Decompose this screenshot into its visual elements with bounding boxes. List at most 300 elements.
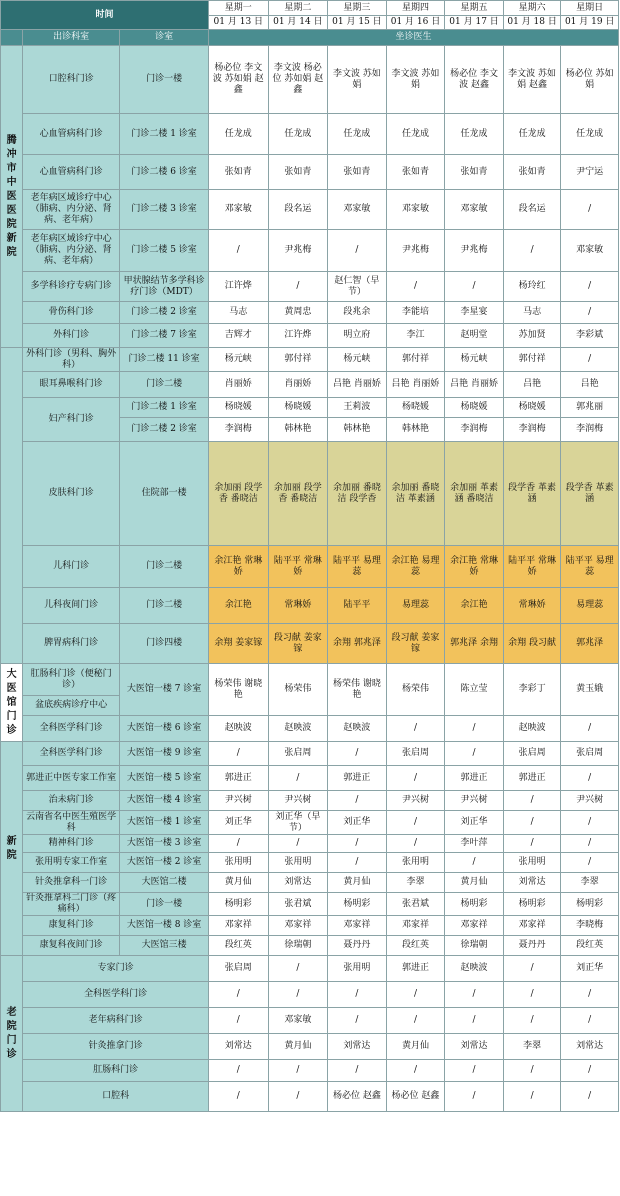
doctor-cell: 陆平平 常琳娇 — [503, 546, 561, 588]
doctor-cell: 任龙成 — [386, 114, 445, 155]
doctor-cell: / — [209, 742, 269, 766]
table-row — [1, 46, 619, 114]
doctor-cell: 余江艳 — [445, 588, 504, 624]
doctor-cell: 余加丽 番晓洁 革素涵 — [386, 442, 445, 546]
doctor-cell: 邓家祥 — [503, 916, 561, 936]
doctor-cell: 邓家敏 — [268, 1008, 328, 1034]
doctor-cell: 张启周 — [503, 742, 561, 766]
doctor-cell: 黄玉娥 — [561, 664, 619, 716]
doctor-cell: 杨晓媛 — [268, 398, 328, 418]
doctor-cell: / — [445, 853, 504, 873]
doctor-cell: 江许烨 — [209, 272, 269, 302]
doctor-cell: 郭付祥 — [503, 348, 561, 372]
doctor-cell: 邓家敏 — [209, 190, 269, 230]
doctor-cell: / — [386, 811, 445, 835]
doctor-cell: 邓家祥 — [386, 916, 445, 936]
doctor-cell: 黄月仙 — [268, 1034, 328, 1060]
room-cell: 大医馆一楼 8 诊室 — [120, 916, 209, 936]
dept-cell: 外科门诊（男科、胸外科） — [23, 348, 120, 372]
room-cell: 门诊一楼 — [120, 893, 209, 916]
room-cell: 大医馆一楼 3 诊室 — [120, 835, 209, 853]
doctor-cell: 徐瑞朝 — [268, 936, 328, 956]
dept-cell: 骨伤科门诊 — [23, 302, 120, 324]
header-blank — [1, 30, 23, 46]
table-row — [1, 791, 619, 811]
dept-cell: 心血管病科门诊 — [23, 155, 120, 190]
doctor-cell: / — [268, 272, 328, 302]
dept-cell: 康复科夜间门诊 — [23, 936, 120, 956]
doctor-cell: 段兆余 — [328, 302, 387, 324]
doctor-cell: 聂丹丹 — [503, 936, 561, 956]
doctor-cell: 余翔 郭兆泽 — [328, 624, 387, 664]
doctor-cell: / — [503, 230, 561, 272]
doctor-cell: 李翠 — [561, 873, 619, 893]
doctor-cell: / — [209, 835, 269, 853]
doctor-cell: 邓家敏 — [328, 190, 387, 230]
doctor-cell: 段红英 — [561, 936, 619, 956]
table-row — [1, 893, 619, 916]
doctor-cell: / — [268, 982, 328, 1008]
doctor-cell: 张用明 — [328, 956, 387, 982]
doctor-cell: 余加丽 段学香 番晓洁 — [268, 442, 328, 546]
dept-cell: 口腔科 — [23, 1082, 209, 1112]
doctor-cell: 邓家祥 — [268, 916, 328, 936]
doctor-cell: 杨荣伟 — [268, 664, 328, 716]
doctor-cell: 吕艳 — [561, 372, 619, 398]
doctor-cell: / — [561, 982, 619, 1008]
room-cell: 门诊二楼 1 诊室 — [120, 398, 209, 418]
dept-cell: 盆底疾病诊疗中心 — [23, 696, 120, 716]
doctor-cell: 刘正华（早节） — [268, 811, 328, 835]
doctor-cell: 赵映波 — [445, 956, 504, 982]
doctor-cell: / — [386, 835, 445, 853]
dept-cell: 心血管病科门诊 — [23, 114, 120, 155]
doctor-cell: 张如青 — [209, 155, 269, 190]
doctor-cell: / — [561, 1008, 619, 1034]
table-row — [1, 853, 619, 873]
doctor-cell: 李江 — [386, 324, 445, 348]
doctor-cell: 邓家敏 — [386, 190, 445, 230]
date-header: 01 月 15 日 — [328, 16, 387, 30]
doctor-cell: 江许烨 — [268, 324, 328, 348]
doctor-cell: 易理蕊 — [386, 588, 445, 624]
doctor-cell: / — [209, 1060, 269, 1082]
dept-cell: 针灸推拿科二门诊（疼痛科） — [23, 893, 120, 916]
doctor-cell: 苏加贤 — [503, 324, 561, 348]
table-row — [1, 742, 619, 766]
doctor-cell: 李润梅 — [209, 418, 269, 442]
table-row — [1, 1060, 619, 1082]
doctor-cell: / — [503, 956, 561, 982]
room-cell: 大医馆一楼 1 诊室 — [120, 811, 209, 835]
dept-cell: 口腔科门诊 — [23, 46, 120, 114]
room-cell: 门诊四楼 — [120, 624, 209, 664]
date-header: 01 月 19 日 — [561, 16, 619, 30]
doctor-cell: 余翔 姜家镓 — [209, 624, 269, 664]
doctor-cell: 杨玲红 — [503, 272, 561, 302]
table-row — [1, 114, 619, 155]
doctor-cell: / — [503, 1082, 561, 1112]
dept-cell: 老年病科门诊 — [23, 1008, 209, 1034]
dept-cell: 多学科诊疗专病门诊 — [23, 272, 120, 302]
doctor-cell: 余江艳 常琳娇 — [445, 546, 504, 588]
doctor-cell: / — [328, 742, 387, 766]
table-row — [1, 324, 619, 348]
doctor-cell: / — [328, 1060, 387, 1082]
room-cell: 门诊一楼 — [120, 46, 209, 114]
doctor-cell: 杨晓媛 — [209, 398, 269, 418]
doctor-cell: 吕艳 肖丽娇 — [386, 372, 445, 398]
doctor-cell: / — [561, 302, 619, 324]
doctor-cell: 张启周 — [386, 742, 445, 766]
doctor-cell: 刘常达 — [328, 1034, 387, 1060]
doctor-cell: 杨必位 李文波 赵鑫 — [445, 46, 504, 114]
doctor-cell: 任龙成 — [328, 114, 387, 155]
doctor-cell: 尹兴树 — [386, 791, 445, 811]
room-cell: 门诊二楼 — [120, 372, 209, 398]
doctor-cell: / — [503, 811, 561, 835]
room-cell: 门诊二楼 2 诊室 — [120, 418, 209, 442]
doctor-cell: 余翔 段习献 — [503, 624, 561, 664]
doctor-cell: 赵映波 — [268, 716, 328, 742]
doctor-cell: 刘常达 — [445, 1034, 504, 1060]
doctor-cell: 邓家祥 — [445, 916, 504, 936]
dept-cell: 康复科门诊 — [23, 916, 120, 936]
doctor-cell: / — [561, 190, 619, 230]
doctor-cell: 任龙成 — [503, 114, 561, 155]
table-row — [1, 811, 619, 835]
dept-cell: 老年病区域诊疗中心（肺病、内分泌、肾病、老年病） — [23, 190, 120, 230]
dept-cell: 云南省名中医生殖医学科 — [23, 811, 120, 835]
doctor-cell: 赵明堂 — [445, 324, 504, 348]
table-row — [1, 348, 619, 372]
group-blank — [1, 348, 23, 664]
doctor-cell: / — [561, 716, 619, 742]
date-header: 01 月 16 日 — [386, 16, 445, 30]
table-row — [1, 588, 619, 624]
group-label: 大医馆门诊 — [1, 664, 23, 742]
table-row — [1, 442, 619, 546]
doctor-cell: 杨必位 赵鑫 — [328, 1082, 387, 1112]
header-room: 诊室 — [120, 30, 209, 46]
doctor-cell: / — [561, 835, 619, 853]
header-dept: 出诊科室 — [23, 30, 120, 46]
doctor-cell: / — [386, 766, 445, 791]
doctor-cell: 郭兆丽 — [561, 398, 619, 418]
doctor-cell: / — [268, 766, 328, 791]
doctor-cell: 刘正华 — [209, 811, 269, 835]
doctor-cell: 张君斌 — [386, 893, 445, 916]
doctor-cell: 尹兴树 — [209, 791, 269, 811]
doctor-cell: 易理蕊 — [561, 588, 619, 624]
doctor-cell: 赵仁智（早节） — [328, 272, 387, 302]
table-row — [1, 1082, 619, 1112]
doctor-cell: 赵映波 — [328, 716, 387, 742]
doctor-cell: 吕艳 肖丽娇 — [445, 372, 504, 398]
weekday-header: 星期日 — [561, 1, 619, 16]
doctor-cell: / — [503, 791, 561, 811]
room-cell: 大医馆一楼 4 诊室 — [120, 791, 209, 811]
group-label: 腾冲市中医医院新院 — [1, 46, 23, 348]
doctor-cell: / — [386, 1008, 445, 1034]
doctor-cell: 李星宴 — [445, 302, 504, 324]
table-row — [1, 272, 619, 302]
doctor-cell: / — [209, 1008, 269, 1034]
doctor-cell: 黄月仙 — [209, 873, 269, 893]
doctor-cell: 常琳娇 — [268, 588, 328, 624]
doctor-cell: 张启周 — [561, 742, 619, 766]
doctor-cell: 郭进正 — [386, 956, 445, 982]
doctor-cell: / — [328, 835, 387, 853]
doctor-cell: 张君斌 — [268, 893, 328, 916]
doctor-cell: 张启周 — [209, 956, 269, 982]
table-row — [1, 664, 619, 696]
dept-cell: 全科医学科门诊 — [23, 982, 209, 1008]
table-row — [1, 873, 619, 893]
doctor-cell: 段学香 革素涵 — [503, 442, 561, 546]
room-cell: 大医馆三楼 — [120, 936, 209, 956]
doctor-cell: 马志 — [503, 302, 561, 324]
room-cell: 门诊二楼 3 诊室 — [120, 190, 209, 230]
table-row — [1, 716, 619, 742]
doctor-cell: 张如青 — [386, 155, 445, 190]
doctor-cell: / — [445, 1008, 504, 1034]
doctor-cell: 李润梅 — [445, 418, 504, 442]
table-row — [1, 546, 619, 588]
date-header: 01 月 14 日 — [268, 16, 328, 30]
doctor-cell: 杨必位 赵鑫 — [386, 1082, 445, 1112]
doctor-cell: / — [268, 956, 328, 982]
doctor-cell: 李翠 — [503, 1034, 561, 1060]
doctor-cell: 李彩丁 — [503, 664, 561, 716]
doctor-cell: 段习献 姜家镓 — [268, 624, 328, 664]
doctor-cell: / — [561, 348, 619, 372]
weekday-header: 星期二 — [268, 1, 328, 16]
doctor-cell: 吕艳 肖丽娇 — [328, 372, 387, 398]
doctor-cell: 刘正华 — [328, 811, 387, 835]
doctor-cell: 赵映波 — [209, 716, 269, 742]
doctor-cell: / — [561, 1060, 619, 1082]
doctor-cell: 杨荣伟 — [386, 664, 445, 716]
doctor-cell: 邓家敏 — [445, 190, 504, 230]
doctor-cell: 杨必位 李文波 苏如娟 赵鑫 — [209, 46, 269, 114]
dept-cell: 全科医学科门诊 — [23, 742, 120, 766]
room-cell: 大医馆一楼 7 诊室 — [120, 664, 209, 716]
doctor-cell: 张如青 — [445, 155, 504, 190]
doctor-cell: 郭付祥 — [268, 348, 328, 372]
room-cell: 门诊二楼 6 诊室 — [120, 155, 209, 190]
doctor-cell: / — [503, 1008, 561, 1034]
room-cell: 甲状腺结节多学科诊疗门诊（MDT） — [120, 272, 209, 302]
doctor-cell: 郭进正 — [209, 766, 269, 791]
doctor-cell: 陈立莹 — [445, 664, 504, 716]
doctor-cell: 杨晓媛 — [386, 398, 445, 418]
doctor-cell: / — [386, 716, 445, 742]
table-row — [1, 302, 619, 324]
doctor-cell: / — [503, 982, 561, 1008]
doctor-cell: 张如青 — [268, 155, 328, 190]
room-cell: 大医馆一楼 5 诊室 — [120, 766, 209, 791]
doctor-cell: / — [445, 716, 504, 742]
doctor-cell: 王莉波 — [328, 398, 387, 418]
doctor-cell: 杨明彩 — [561, 893, 619, 916]
date-header: 01 月 13 日 — [209, 16, 269, 30]
doctor-cell: / — [445, 272, 504, 302]
doctor-cell: 李文波 杨必位 苏如娟 赵鑫 — [268, 46, 328, 114]
room-cell: 大医馆一楼 6 诊室 — [120, 716, 209, 742]
doctor-cell: 陆平平 常琳娇 — [268, 546, 328, 588]
doctor-cell: 杨荣伟 谢晓艳 — [209, 664, 269, 716]
doctor-cell: / — [268, 835, 328, 853]
dept-cell: 外科门诊 — [23, 324, 120, 348]
group-label: 老院门诊 — [1, 956, 23, 1112]
doctor-cell: 余加丽 革素涵 番晓洁 — [445, 442, 504, 546]
table-row — [1, 916, 619, 936]
doctor-cell: 邓家敏 — [561, 230, 619, 272]
dept-cell: 全科医学科门诊 — [23, 716, 120, 742]
table-row — [1, 1008, 619, 1034]
room-cell: 门诊二楼 1 诊室 — [120, 114, 209, 155]
doctor-cell: 段学香 革素涵 — [561, 442, 619, 546]
doctor-cell: 尹兴树 — [268, 791, 328, 811]
header-doctor: 坐诊医生 — [209, 30, 619, 46]
dept-cell: 老年病区域诊疗中心（肺病、内分泌、肾病、老年病） — [23, 230, 120, 272]
doctor-cell: 尹兴树 — [445, 791, 504, 811]
doctor-cell: 余江艳 常琳娇 — [209, 546, 269, 588]
room-cell: 大医馆一楼 2 诊室 — [120, 853, 209, 873]
table-row — [1, 398, 619, 418]
doctor-cell: 黄周忠 — [268, 302, 328, 324]
dept-cell: 专家门诊 — [23, 956, 209, 982]
weekday-header: 星期五 — [445, 1, 504, 16]
date-header: 01 月 17 日 — [445, 16, 504, 30]
doctor-cell: 韩林艳 — [328, 418, 387, 442]
weekday-header: 星期一 — [209, 1, 269, 16]
room-cell: 门诊二楼 5 诊室 — [120, 230, 209, 272]
doctor-cell: / — [445, 982, 504, 1008]
doctor-cell: 余江艳 易理蕊 — [386, 546, 445, 588]
doctor-cell: 肖丽娇 — [209, 372, 269, 398]
dept-cell: 针灸推拿门诊 — [23, 1034, 209, 1060]
doctor-cell: 刘常达 — [561, 1034, 619, 1060]
doctor-cell: 段名运 — [503, 190, 561, 230]
doctor-cell: 任龙成 — [268, 114, 328, 155]
group-label: 新院 — [1, 742, 23, 956]
doctor-cell: 杨荣伟 谢晓艳 — [328, 664, 387, 716]
doctor-cell: 赵映波 — [503, 716, 561, 742]
room-cell: 大医馆一楼 9 诊室 — [120, 742, 209, 766]
doctor-cell: 尹兆梅 — [386, 230, 445, 272]
table-row — [1, 766, 619, 791]
dept-cell: 针灸推拿科一门诊 — [23, 873, 120, 893]
table-row — [1, 372, 619, 398]
doctor-cell: 郭进正 — [503, 766, 561, 791]
doctor-cell: 韩林艳 — [268, 418, 328, 442]
header-time: 时间 — [1, 1, 209, 30]
doctor-cell: 邓家祥 — [209, 916, 269, 936]
dept-cell: 治未病门诊 — [23, 791, 120, 811]
weekday-header: 星期四 — [386, 1, 445, 16]
weekday-header: 星期六 — [503, 1, 561, 16]
date-header: 01 月 18 日 — [503, 16, 561, 30]
doctor-cell: 邓家祥 — [328, 916, 387, 936]
doctor-cell: 张用明 — [209, 853, 269, 873]
doctor-cell: 黄月仙 — [328, 873, 387, 893]
dept-cell: 儿科门诊 — [23, 546, 120, 588]
doctor-cell: / — [503, 835, 561, 853]
table-row — [1, 956, 619, 982]
doctor-cell: / — [561, 853, 619, 873]
doctor-cell: 吉辉才 — [209, 324, 269, 348]
doctor-cell: 任龙成 — [209, 114, 269, 155]
room-cell: 门诊二楼 7 诊室 — [120, 324, 209, 348]
doctor-cell: 陆平平 — [328, 588, 387, 624]
doctor-cell: 陆平平 易理蕊 — [328, 546, 387, 588]
doctor-cell: 段红英 — [386, 936, 445, 956]
doctor-cell: 郭兆泽 — [561, 624, 619, 664]
dept-cell: 脾胃病科门诊 — [23, 624, 120, 664]
doctor-cell: / — [328, 853, 387, 873]
dept-cell: 张用明专家工作室 — [23, 853, 120, 873]
doctor-cell: / — [445, 1060, 504, 1082]
doctor-cell: / — [561, 272, 619, 302]
room-cell: 住院部一楼 — [120, 442, 209, 546]
doctor-cell: / — [328, 791, 387, 811]
doctor-cell: 任龙成 — [445, 114, 504, 155]
doctor-cell: 张如青 — [503, 155, 561, 190]
table-row — [1, 190, 619, 230]
doctor-cell: 李晓梅 — [561, 916, 619, 936]
doctor-cell: 李翠 — [386, 873, 445, 893]
doctor-cell: 韩林艳 — [386, 418, 445, 442]
doctor-cell: / — [209, 230, 269, 272]
doctor-cell: / — [445, 742, 504, 766]
doctor-cell: 黄月仙 — [445, 873, 504, 893]
doctor-cell: 李能培 — [386, 302, 445, 324]
doctor-cell: 李叶萍 — [445, 835, 504, 853]
room-cell: 门诊二楼 11 诊室 — [120, 348, 209, 372]
doctor-cell: 马志 — [209, 302, 269, 324]
doctor-cell: 李润梅 — [561, 418, 619, 442]
doctor-cell: 张如青 — [328, 155, 387, 190]
room-cell: 门诊二楼 — [120, 546, 209, 588]
doctor-cell: 黄月仙 — [386, 1034, 445, 1060]
dept-cell: 妇产科门诊 — [23, 398, 120, 442]
table-row — [1, 230, 619, 272]
table-row — [1, 155, 619, 190]
doctor-cell: 尹兴树 — [561, 791, 619, 811]
dept-cell: 肛肠科门诊（便秘门诊） — [23, 664, 120, 696]
doctor-cell: / — [268, 1060, 328, 1082]
doctor-cell: 张用明 — [503, 853, 561, 873]
doctor-cell: / — [445, 1082, 504, 1112]
room-cell: 门诊二楼 2 诊室 — [120, 302, 209, 324]
doctor-cell: / — [561, 766, 619, 791]
doctor-cell: 杨晓媛 — [503, 398, 561, 418]
doctor-cell: / — [328, 230, 387, 272]
table-row — [1, 624, 619, 664]
doctor-cell: 常琳娇 — [503, 588, 561, 624]
doctor-cell: 张用明 — [386, 853, 445, 873]
doctor-cell: 李文波 苏如娟 — [386, 46, 445, 114]
doctor-cell: / — [209, 1082, 269, 1112]
doctor-cell: 刘常达 — [503, 873, 561, 893]
doctor-cell: / — [503, 1060, 561, 1082]
doctor-cell: 郭进正 — [328, 766, 387, 791]
doctor-cell: 李彩斌 — [561, 324, 619, 348]
doctor-cell: 郭付祥 — [386, 348, 445, 372]
doctor-cell: 任龙成 — [561, 114, 619, 155]
